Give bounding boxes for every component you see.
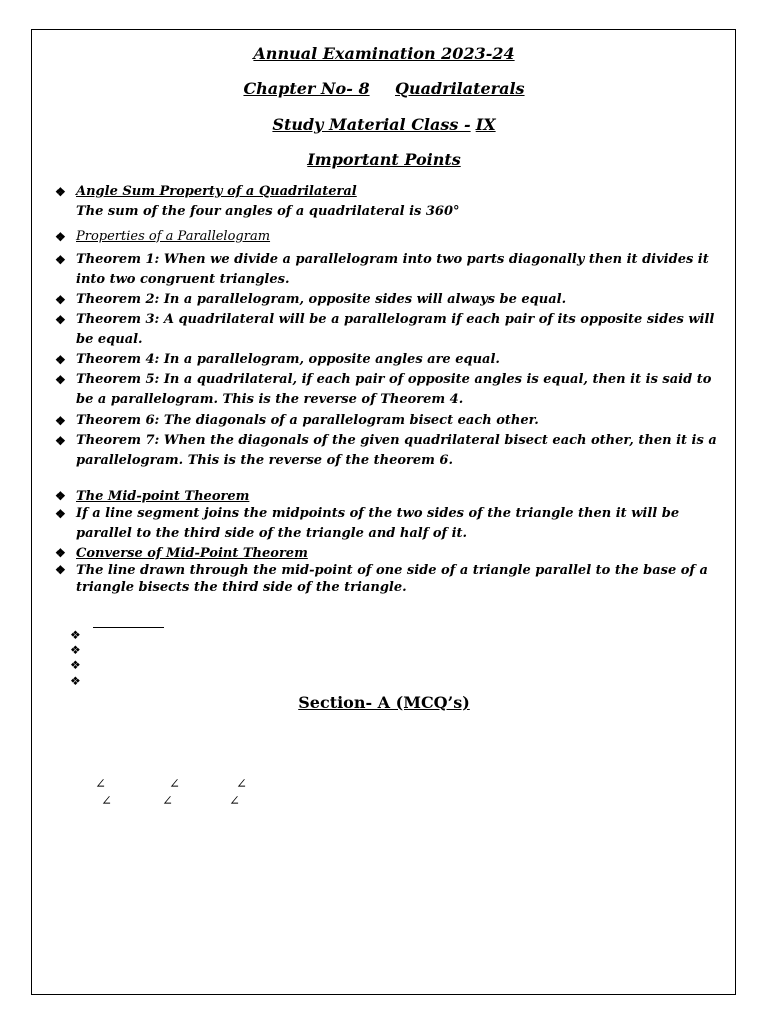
underline-blank [93,627,164,628]
bullet-icon: ❖ [55,185,66,199]
bullet-icon: ❖ [55,230,66,244]
list-item: ❖ Theorem 6: The diagonals of a parallelogram bisect each other. [55,411,725,431]
study-material-line [0,115,768,135]
angle-icon: ∠ [162,794,173,809]
list-item: ❖ Converse of Mid-Point Theorem [55,546,308,561]
bullet-icon: ❖ [55,563,66,577]
list-item: ❖ Theorem 4: In a parallelogram, opposite angles are equal. [55,350,725,370]
bullet-icon: ❖ [55,353,66,367]
bullet-icon: ❖ [55,546,66,560]
list-item: ❖ Theorem 1: When we divide a parallelogram into two parts diagonally then it divides it into two congruent triangles. [55,252,709,287]
bullet-icon: ❖ [55,414,66,428]
bullet-icon: ❖ [55,313,66,327]
bullet-icon: ❖ [55,253,66,267]
class-label: IX [475,115,496,134]
section-heading: Section- A (MCQ’s) [298,693,470,712]
angle-icon: ∠ [236,777,247,792]
list-item: ❖ Theorem 3: A quadrilateral will be a parallelogram if each pair of its opposite sides will be equal. [55,312,715,347]
empty-bullet-icon: ❖ [70,658,81,672]
bullet-icon: ❖ [55,373,66,387]
list-item: ❖ If a line segment joins the midpoints of the two sides of the triangle then it will be parallel to the third side of the triangle and half of it. [55,506,680,541]
list-item: ❖ The Mid-point Theorem [55,489,250,504]
important-points-heading: Important Points [307,150,461,169]
bullet-icon: ❖ [55,434,66,448]
empty-bullet-icon: ❖ [70,674,81,688]
list-item: ❖ Theorem 7: When the diagonals of the given quadrilateral bisect each other, then it is a parallelogram. This is the reverse of the theorem 6. [55,433,717,468]
bullet-icon: ❖ [55,507,66,521]
chapter-line [0,79,768,99]
list-item: ❖ Properties of a Parallelogram [55,227,725,247]
chapter-topic: Quadrilaterals [395,79,525,98]
list-item: ❖ Theorem 5: In a quadrilateral, if each pair of opposite angles is equal, then it is said to be a parallelogram. This is the reverse of Theorem 4. [55,372,712,407]
empty-bullet-icon: ❖ [70,628,81,642]
empty-bullet-icon: ❖ [70,643,81,657]
list-item: ❖ Theorem 2: In a parallelogram, opposite sides will always be equal. [55,290,725,310]
angle-icon: ∠ [169,777,180,792]
angle-icon: ∠ [101,794,112,809]
angle-icon: ∠ [229,794,240,809]
study-material-label: Study Material Class - [272,115,471,134]
list-item: ❖ The line drawn through the mid-point of one side of a triangle parallel to the base of a triangle bisects the third side of the triangle. [55,563,708,595]
bullet-icon: ❖ [55,489,66,503]
list-item: ❖ Angle Sum Property of a Quadrilateral The sum of the four angles of a quadrilateral is 360° [55,184,460,219]
bullet-icon: ❖ [55,293,66,307]
angle-icon: ∠ [95,777,106,792]
exam-title: Annual Examination 2023-24 [253,44,515,63]
chapter-number: Chapter No- 8 [243,79,370,98]
